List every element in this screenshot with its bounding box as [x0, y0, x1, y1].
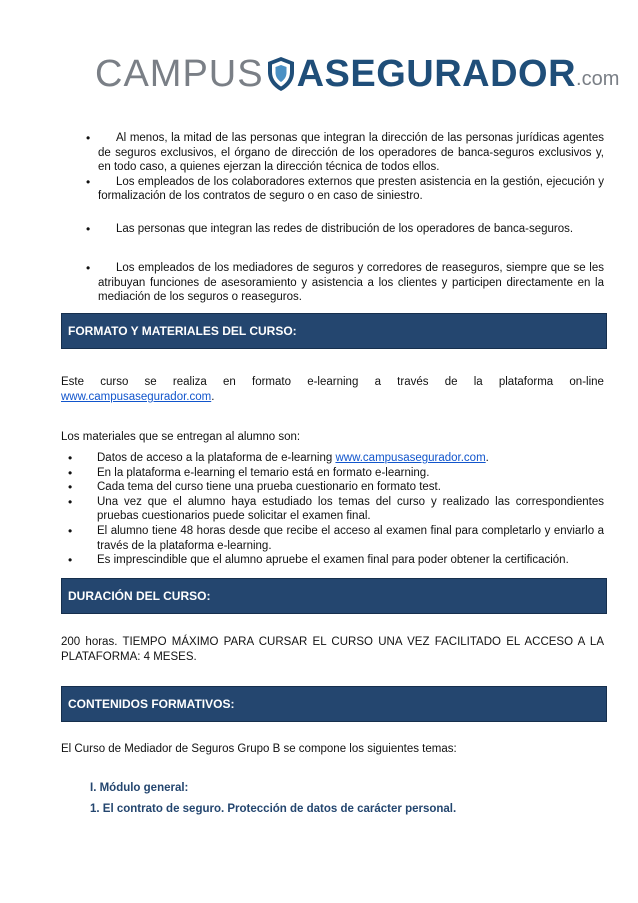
- word: de: [444, 376, 458, 388]
- campus-link[interactable]: www.campusasegurador.com: [61, 391, 212, 403]
- word: la: [473, 376, 483, 388]
- top-bullet-list-2: [64, 222, 604, 237]
- period: .: [485, 452, 489, 464]
- list-item: [64, 524, 604, 553]
- top-bullet-list-3: [64, 261, 604, 305]
- list-item-text: Una vez que el alumno haya estudiado los temas del curso y realizado las correspondientes pruebas cuestionarios puede solicitar el examen final.: [97, 495, 604, 523]
- word: realiza: [172, 376, 207, 388]
- logo-text-com: .com: [576, 68, 620, 90]
- word: Este: [61, 376, 85, 388]
- word: se: [144, 376, 157, 388]
- section-header-formato: [61, 313, 607, 349]
- formato-intro: [61, 375, 604, 405]
- list-item-text: Datos de acceso a la plataforma de e-learning: [97, 452, 336, 464]
- word: on-line: [569, 376, 604, 388]
- list-item: [64, 495, 604, 524]
- section-title: CONTENIDOS FORMATIVOS:: [68, 697, 235, 711]
- period: .: [211, 391, 215, 403]
- list-item-text: Los empleados de los mediadores de seguros y corredores de reaseguros, siempre que se les atribuyan funciones de asesoramiento y asistencia a los clientes y participen directamente en la mediación de los seguros o reaseguros.: [98, 262, 604, 304]
- word: e-learning: [307, 376, 359, 388]
- list-item-text: El alumno tiene 48 horas desde que recibe el acceso al examen final para completarlo y enviarlo a través de la plataforma e-learning.: [97, 524, 604, 552]
- duracion-text: 200 horas. TIEMPO MÁXIMO PARA CURSAR EL CURSO UNA VEZ FACILITADO EL ACCESO A LA PLATAFORMA: 4 MESES.: [61, 636, 604, 663]
- list-item: [64, 466, 604, 481]
- section-title: DURACIÓN DEL CURSO:: [68, 589, 211, 603]
- list-item-text: Las personas que integran las redes de distribución de los operadores de banca-seguros.: [116, 223, 574, 235]
- list-item-text: Los empleados de los colaboradores externos que presten asistencia en la gestión, ejecución y formalización de los contratos de seguro o en caso de siniestro.: [98, 175, 604, 203]
- list-item: [64, 175, 604, 204]
- section-header-duracion: [61, 578, 607, 614]
- list-item: [64, 131, 604, 175]
- word: través: [397, 376, 429, 388]
- list-item-text: Es imprescindible que el alumno apruebe el examen final para poder obtener la certificación.: [97, 554, 569, 567]
- word: curso: [100, 376, 129, 388]
- list-item: [64, 222, 604, 237]
- campus-link[interactable]: www.campusasegurador.com: [335, 452, 486, 464]
- word: formato: [252, 376, 291, 388]
- list-item-text: Al menos, la mitad de las personas que integran la dirección de las personas jurídicas agentes de seguros exclusivos, el órgano de dirección de los operadores de banca-seguros exclusivos y, en todo caso, a quienes ejerzan la dirección técnica de todos ellos.: [98, 132, 604, 174]
- list-item: [64, 261, 604, 305]
- shield-icon: [266, 56, 296, 92]
- section-header-contenidos: [61, 686, 607, 722]
- word: plataforma: [498, 376, 554, 388]
- module-title: I. Módulo general:: [90, 782, 189, 794]
- section-title: FORMATO Y MATERIALES DEL CURSO:: [68, 324, 297, 338]
- materials-intro: Los materiales que se entregan al alumno son:: [61, 431, 301, 443]
- topic-title: 1. El contrato de seguro. Protección de datos de carácter personal.: [90, 803, 457, 815]
- contenidos-intro: El Curso de Mediador de Seguros Grupo B se compone los siguientes temas:: [61, 743, 457, 755]
- formato-intro-line: [61, 375, 604, 390]
- word: en: [223, 376, 236, 388]
- list-item: [64, 480, 604, 495]
- campus-asegurador-logo: [95, 50, 619, 94]
- list-item: [64, 451, 604, 466]
- list-item: [64, 553, 604, 568]
- list-item-text: Cada tema del curso tiene una prueba cuestionario en formato test.: [97, 481, 441, 494]
- materials-list: [64, 451, 604, 568]
- logo-text-campus: CAMPUS: [95, 53, 264, 95]
- word: a: [374, 376, 381, 388]
- logo-text-asegurador: ASEGURADOR: [296, 53, 577, 95]
- top-bullet-list: [64, 131, 604, 204]
- list-item-text: En la plataforma e-learning el temario está en formato e-learning.: [97, 466, 430, 479]
- formato-intro-line-2: [61, 390, 604, 405]
